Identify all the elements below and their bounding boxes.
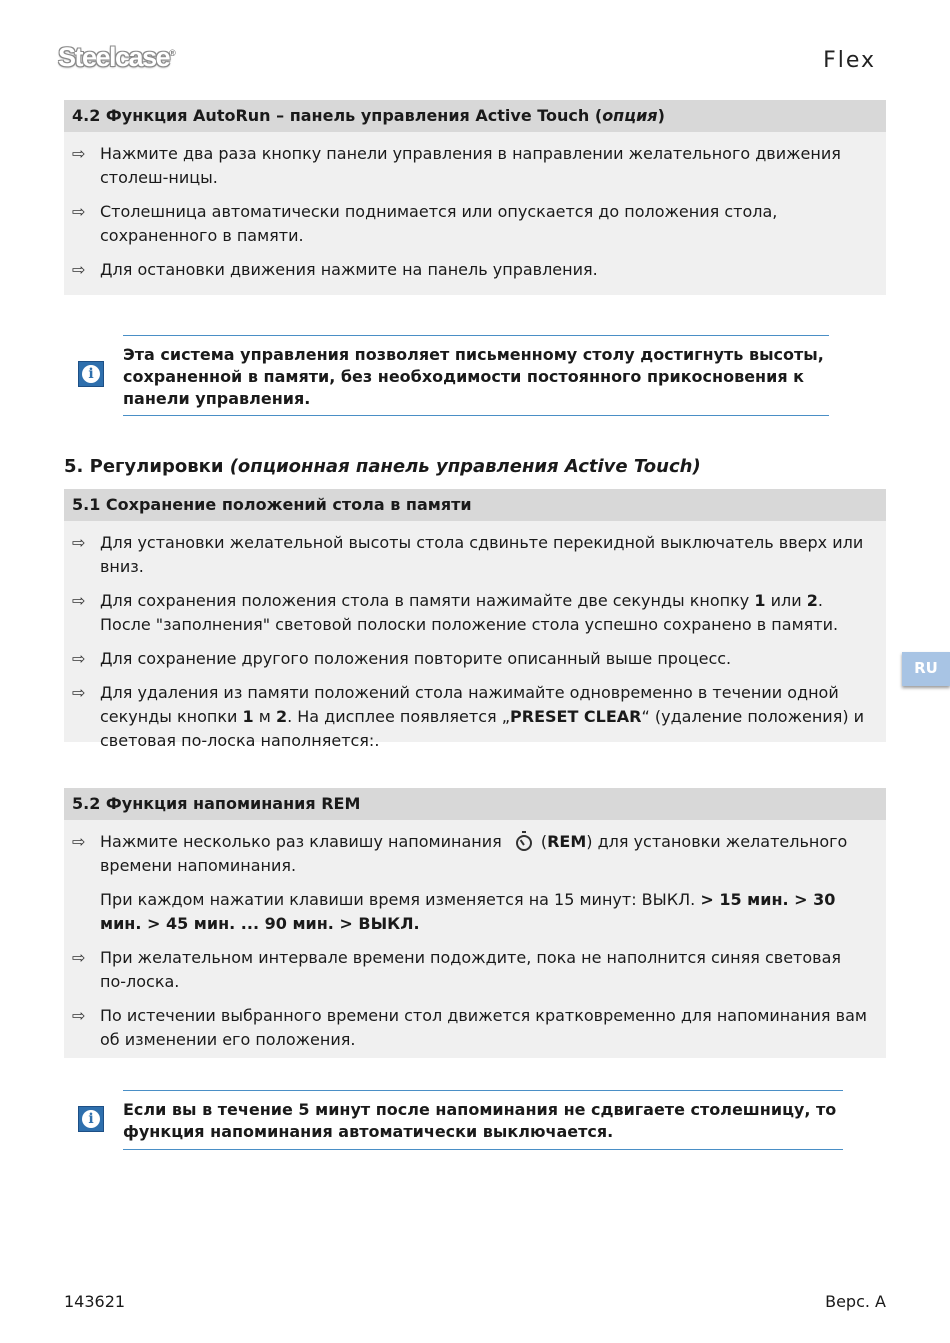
section-5-2-title: 5.2 Функция напоминания REM [64,788,886,820]
arrow-icon: ⇨ [72,649,86,668]
note-text: Если вы в течение 5 минут после напоминания не сдвигаете столешницу, то функция напоминания автоматически выключается. [123,1100,837,1141]
list-item: ⇨ Для сохранение другого положения повторите описанный выше процесс. [72,647,878,671]
arrow-icon: ⇨ [72,832,86,851]
arrow-icon: ⇨ [72,591,86,610]
doc-version: Верс. А [825,1292,886,1311]
section-5-1-title: 5.1 Сохранение положений стола в памяти [64,489,886,521]
timer-icon [516,835,532,851]
section-5-1 [64,489,886,750]
section-4-2-title: 4.2 Функция AutoRun – панель управления Active Touch (опция) [64,100,886,132]
brand-name: Flex [823,48,876,73]
note-divider-top [123,335,829,336]
arrow-icon: ⇨ [72,948,86,967]
list-item: ⇨ При желательном интервале времени подождите, пока не наполнится синяя световая по-лоска. [72,946,878,994]
steelcase-logo: Steelcase® [58,42,176,72]
list-item: ⇨ По истечении выбранного времени стол движется кратковременно для напоминания вам об изменении его положения. [72,1004,878,1052]
list-item: ⇨ Столешница автоматически поднимается или опускается до положения стола, сохраненного в памяти. [72,200,878,248]
arrow-icon: ⇨ [72,1006,86,1025]
chapter-title: 5. Регулировки (опционная панель управления Active Touch) [64,456,701,477]
arrow-icon: ⇨ [72,144,86,163]
doc-number: 143621 [64,1292,126,1311]
language-tab: RU [902,652,950,686]
arrow-icon: ⇨ [72,260,86,279]
arrow-icon: ⇨ [72,202,86,221]
list-item: ⇨ Нажмите два раза кнопку панели управления в направлении желательного движения столеш-ницы. [72,142,878,190]
section-5-2 [64,788,886,1058]
note-divider-bottom [123,415,829,416]
note-text: Эта система управления позволяет письменному столу достигнуть высоты, сохраненной в памяти, без необходимости постоянного прикосновения к панели управления. [123,345,824,408]
list-item: ⇨ Для удаления из памяти положений стола нажимайте одновременно в течении одной секунды кнопки 1 м 2. На дисплее появляется „PRESET CLEAR“ (удаление положения) и световая по-лоска наполняется:. [72,681,878,753]
list-item: ⇨ Нажмите несколько раз клавишу напоминания (REM) для установки желательного времени напоминания. [72,830,878,878]
info-icon: i [78,361,104,387]
arrow-icon: ⇨ [72,533,86,552]
note-divider-top [123,1090,843,1091]
list-item: ⇨ Для сохранения положения стола в памяти нажимайте две секунды кнопку 1 или 2. После "заполнения" световой полоски положение стола успешно сохранено в памяти. [72,589,878,637]
note-divider-bottom [123,1149,843,1150]
list-item: ⇨ Для остановки движения нажмите на панель управления. [72,258,878,282]
list-item: ⇨ Для установки желательной высоты стола сдвиньте перекидной выключатель вверх или вниз. [72,531,878,579]
interval-info: При каждом нажатии клавиши время изменяется на 15 минут: ВЫКЛ. > 15 мин. > 30 мин. > 45 мин. ... 90 мин. > ВЫКЛ. [100,890,836,933]
arrow-icon: ⇨ [72,683,86,702]
section-4-2 [64,100,886,295]
info-icon: i [78,1106,104,1132]
